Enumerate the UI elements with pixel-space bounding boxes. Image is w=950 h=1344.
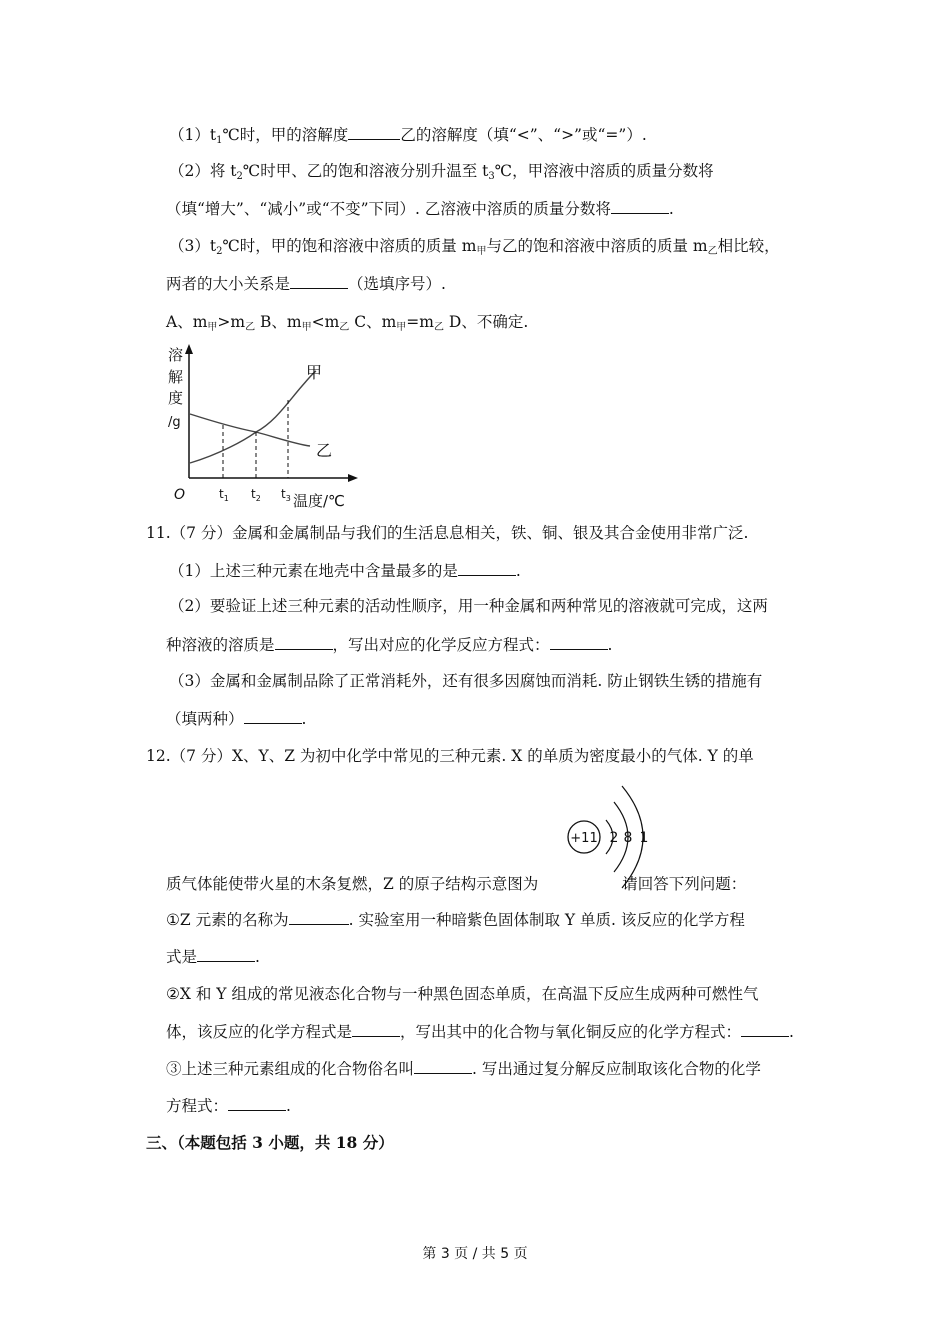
tick-t1: $t_1$ — [219, 487, 229, 503]
q10-part2-line2: （填“增大”、“减小”或“不变”下同）. 乙溶液中溶质的质量分数将 . — [166, 200, 674, 218]
q12-item1-line1: ①Z 元素的名称为 . 实验室用一种暗紫色固体制取 Y 单质. 该反应的化学方程 — [166, 911, 745, 929]
solubility-graph — [160, 340, 360, 510]
shell-electrons-1: 2 — [609, 830, 619, 846]
answer-blank[interactable] — [611, 198, 669, 214]
x-axis-arrow — [348, 474, 358, 482]
q11-part2-line1: （2）要验证上述三种元素的活动性顺序，用一种金属和两种常见的溶液就可完成，这两 — [169, 597, 768, 615]
answer-blank[interactable] — [290, 273, 348, 289]
shell-electrons-2: 8 — [623, 830, 633, 846]
q11-stem: 11.（7 分）金属和金属制品与我们的生活息息相关，铁、铜、银及其合金使用非常广泛. — [146, 524, 749, 542]
page-footer: 第 3 页 / 共 5 页 — [422, 1246, 528, 1262]
y-axis-arrow — [185, 344, 193, 354]
answer-blank[interactable] — [458, 560, 516, 576]
tick-t3: $t_3$ — [281, 487, 291, 503]
answer-blank[interactable] — [244, 708, 302, 724]
q10-part2-line1: （2）将 $t_2℃$时甲、乙的饱和溶液分别升温至 $t_3℃$，甲溶液中溶质的质量分数将 — [169, 162, 714, 182]
q11-part3-line2: （填两种） . — [166, 710, 307, 728]
answer-blank[interactable] — [414, 1058, 472, 1074]
q11-part3-line1: （3）金属和金属制品除了正常消耗外，还有很多因腐蚀而消耗. 防止钢铁生锈的措施有 — [169, 672, 763, 690]
q12-line2: 质气体能使带火星的木条复燃，Z 的原子结构示意图为 请回答下列问题： — [166, 875, 747, 893]
answer-blank[interactable] — [741, 1021, 789, 1037]
shell-electrons-3: 1 — [639, 830, 649, 846]
curve-jia — [190, 371, 316, 463]
q11-part1: （1）上述三种元素在地壳中含量最多的是 . — [169, 562, 521, 580]
answer-blank[interactable] — [352, 1021, 400, 1037]
y-label-4: /g — [168, 415, 181, 430]
answer-blank[interactable] — [228, 1095, 286, 1111]
curve-yi — [190, 414, 310, 446]
section-3-heading: 三、（本题包括 3 小题，共 18 分） — [146, 1133, 394, 1152]
answer-blank[interactable] — [197, 946, 255, 962]
y-label-2: 解 — [168, 368, 184, 386]
q12-item3-line2: 方程式： . — [166, 1097, 291, 1115]
q12-item2-line1: ②X 和 Y 组成的常见液态化合物与一种黑色固态单质，在高温下反应生成两种可燃性气 — [166, 985, 759, 1003]
nucleus-charge: +11 — [570, 831, 598, 846]
answer-blank[interactable] — [348, 124, 400, 140]
q10-part3-line1: $(3)t_2℃$时，甲的饱和溶液中溶质的质量 $m_甲$与乙的饱和溶液中溶质的质量 $m_乙$相比较， — [169, 237, 780, 257]
curve-label-jia: 甲 — [306, 363, 323, 382]
q12-item2-line2: 体，该反应的化学方程式是 ，写出其中的化合物与氧化铜反应的化学方程式： . — [166, 1023, 794, 1041]
q10-part1: $(1)t_1℃$时，甲的溶解度 乙的溶解度（填“<”、“>”或“=”）. — [169, 126, 647, 146]
q11-part2-line2: 种溶液的溶质是 ，写出对应的化学反应方程式： . — [166, 636, 613, 654]
x-label: 温度/℃ — [293, 492, 345, 510]
tick-t2: $t_2$ — [251, 487, 261, 503]
q12-stem: 12.（7 分）X、Y、Z 为初中化学中常见的三种元素. X 的单质为密度最小的气体. Y 的单 — [146, 747, 754, 765]
origin-label: O — [174, 487, 186, 503]
answer-blank[interactable] — [289, 909, 349, 925]
q12-item3-line1: ③上述三种元素组成的化合物俗名叫 . 写出通过复分解反应制取该化合物的化学 — [166, 1060, 761, 1078]
answer-blank[interactable] — [550, 634, 608, 650]
q10-part3-line2: 两者的大小关系是 （选填序号）. — [166, 275, 446, 293]
q12-item1-line2: 式是 . — [166, 948, 260, 966]
q10-options: A、$m_甲>m_乙$ B、$m_甲<m_乙$ C、$m_甲=m_乙$ D、不确定. — [166, 313, 529, 333]
answer-blank[interactable] — [275, 634, 333, 650]
y-label-3: 度 — [168, 389, 184, 407]
y-label-1: 溶 — [168, 346, 184, 364]
curve-label-yi: 乙 — [316, 441, 333, 460]
